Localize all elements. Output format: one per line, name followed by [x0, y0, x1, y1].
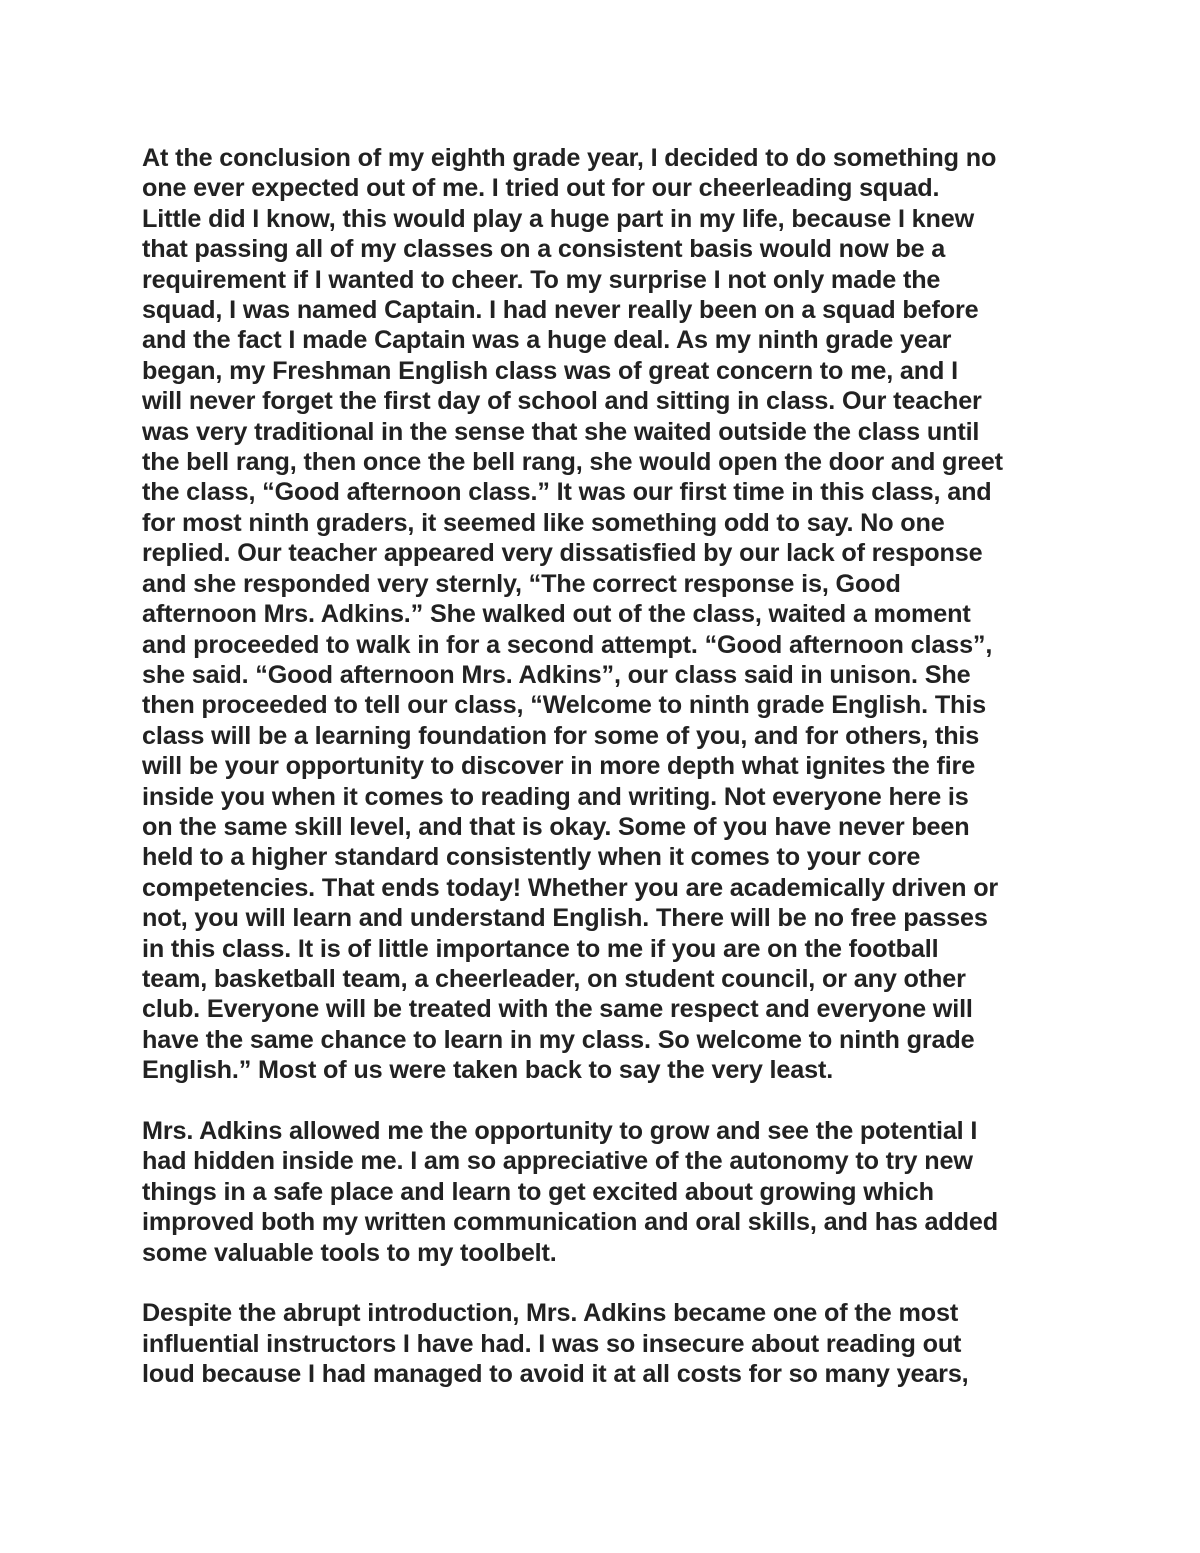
text-line: in this class. It is of little importance to me if you are on the football — [142, 934, 939, 963]
text-line: the class, “Good afternoon class.” It was our first time in this class, and — [142, 478, 992, 507]
text-line: class will be a learning foundation for some of you, and for others, this — [142, 721, 980, 750]
paragraph-3 — [142, 1298, 1072, 1389]
text-line: will be your opportunity to discover in more depth what ignites the fire — [142, 752, 976, 781]
text-line: then proceeded to tell our class, “Welcome to ninth grade English. This — [142, 691, 986, 720]
text-line: English.” Most of us were taken back to say the very least. — [142, 1056, 834, 1085]
text-line: some valuable tools to my toolbelt. — [142, 1238, 557, 1267]
text-line: afternoon Mrs. Adkins.” She walked out of the class, waited a moment — [142, 600, 971, 629]
paragraph-1 — [142, 143, 1072, 1086]
text-line: and the fact I made Captain was a huge deal. As my ninth grade year — [142, 326, 952, 355]
text-line: squad, I was named Captain. I had never really been on a squad before — [142, 296, 979, 325]
text-line: replied. Our teacher appeared very dissatisfied by our lack of response — [142, 539, 983, 568]
text-line: Little did I know, this would play a huge part in my life, because I knew — [142, 204, 975, 233]
text-line: was very traditional in the sense that she waited outside the class until — [142, 417, 980, 446]
text-line: the bell rang, then once the bell rang, she would open the door and greet — [142, 448, 1003, 477]
text-line: things in a safe place and learn to get excited about growing which — [142, 1177, 934, 1206]
text-line: one ever expected out of me. I tried out for our cheerleading squad. — [142, 174, 940, 203]
text-line: loud because I had managed to avoid it at all costs for so many years, — [142, 1360, 969, 1389]
text-line: that passing all of my classes on a consistent basis would now be a — [142, 235, 946, 264]
text-line: had hidden inside me. I am so appreciative of the autonomy to try new — [142, 1147, 973, 1176]
text-line: will never forget the first day of school and sitting in class. Our teacher — [142, 387, 982, 416]
paragraph-2 — [142, 1116, 1072, 1268]
text-line: improved both my written communication and oral skills, and has added — [142, 1208, 998, 1237]
text-line: At the conclusion of my eighth grade year, I decided to do something no — [142, 144, 997, 172]
text-line: and she responded very sternly, “The correct response is, Good — [142, 569, 901, 598]
text-line: held to a higher standard consistently when it comes to your core — [142, 843, 921, 872]
text-line: inside you when it comes to reading and writing. Not everyone here is — [142, 782, 969, 811]
text-line: team, basketball team, a cheerleader, on student council, or any other — [142, 964, 966, 993]
text-line: influential instructors I have had. I was so insecure about reading out — [142, 1329, 962, 1358]
text-line: on the same skill level, and that is okay. Some of you have never been — [142, 812, 970, 841]
text-line: began, my Freshman English class was of great concern to me, and I — [142, 356, 958, 385]
text-line: and proceeded to walk in for a second attempt. “Good afternoon class”, — [142, 630, 993, 659]
text-line: competencies. That ends today! Whether you are academically driven or — [142, 873, 999, 902]
text-line: for most ninth graders, it seemed like something odd to say. No one — [142, 508, 945, 537]
text-line: have the same chance to learn in my class. So welcome to ninth grade — [142, 1025, 975, 1054]
text-line: not, you will learn and understand English. There will be no free passes — [142, 904, 988, 933]
text-line: Despite the abrupt introduction, Mrs. Adkins became one of the most — [142, 1299, 959, 1328]
text-line: Mrs. Adkins allowed me the opportunity to grow and see the potential I — [142, 1116, 978, 1145]
text-line: she said. “Good afternoon Mrs. Adkins”, our class said in unison. She — [142, 660, 971, 689]
document-body — [142, 143, 1072, 1420]
text-line: club. Everyone will be treated with the same respect and everyone will — [142, 995, 973, 1024]
text-line: requirement if I wanted to cheer. To my surprise I not only made the — [142, 265, 941, 294]
